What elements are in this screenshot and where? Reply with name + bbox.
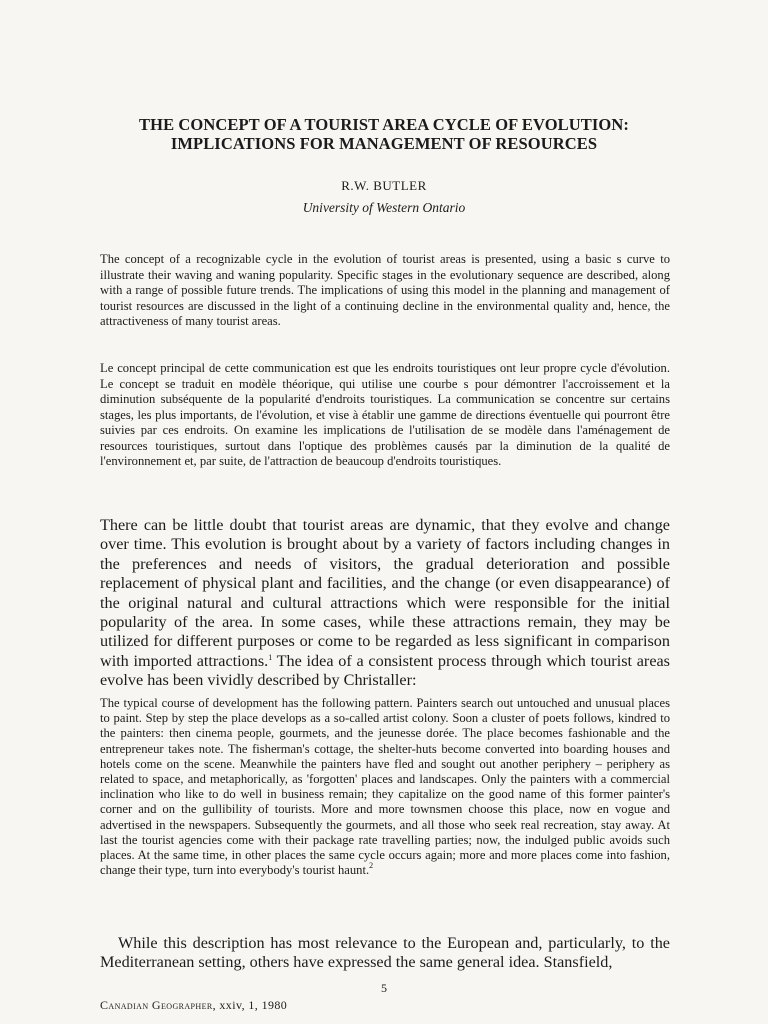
christaller-quote xyxy=(100,696,670,878)
journal-name: Canadian Geographer xyxy=(100,998,213,1012)
abstract-english: The concept of a recognizable cycle in the evolution of tourist areas is presented, using a basic s curve to illustrate their waving and waning popularity. Specific stages in the evolutionary sequence are described, along with a range of possible future trends. The implications of using this model in the planning and management of tourist resources are discussed in the light of a continuing decline in the environmental quality and, hence, the attractiveness of many tourist areas. xyxy=(100,252,670,328)
title-line-1: THE CONCEPT OF A TOURIST AREA CYCLE OF EVOLUTION: xyxy=(139,115,629,134)
body-paragraph-intro xyxy=(100,516,670,691)
footnote-ref-2: 2 xyxy=(369,861,374,871)
page-number: 5 xyxy=(381,981,387,995)
quote-text: The typical course of development has the following pattern. Painters search out untouched and unusual places to paint. Step by step the place develops as a so-called artist colony. Soon a cluster of poets follows, kindred to the painters: then cinema people, gourmets, and the jeunesse dorée. The place becomes fashionable and the entrepreneur takes note. The fisherman's cottage, the shelter-huts become converted into boarding houses and hotels come on the scene. Meanwhile the painters have fled and sought out another periphery – periphery as related to space, and metaphorically, as 'forgotten' places and landscapes. Only the painters with a commercial inclination who like to do well in business remain; they capitalize on the good name of this former painter's corner and on the gullibility of tourists. More and more townsmen choose this place, now en vogue and advertised in the newspapers. Subsequently the gourmets, and all those who seek real recreation, stay away. At last the tourist agencies come with their package rate travelling parties; now, the indulged public avoids such places. At the same time, in other places the same cycle occurs again; more and more places come into fashion, change their type, turn into everybody's tourist haunt. xyxy=(100,696,670,878)
author-name: R.W. BUTLER xyxy=(341,178,427,193)
title-line-2: IMPLICATIONS FOR MANAGEMENT OF RESOURCES xyxy=(170,134,598,153)
body-paragraph-continue: While this description has most relevance to the European and, particularly, to the Mediterranean setting, others have expressed the same general idea. Stansfield, xyxy=(100,934,670,972)
body-intro-text: There can be little doubt that tourist areas are dynamic, that they evolve and change over time. This evolution is brought about by a variety of factors including changes in the preferences and needs of visitors, the gradual deterioration and possible replacement of physical plant and facilities, and the change (or even disappearance) of the original natural and cultural attractions which were responsible for the initial popularity of the area. In some cases, while these attractions remain, they may be utilized for different purposes or come to be regarded as less significant in comparison with imported attractions. xyxy=(100,516,670,670)
footnote-ref-1: 1 xyxy=(268,652,273,662)
author-affiliation: University of Western Ontario xyxy=(302,200,466,215)
body-intro-end: The idea of a consistent process through which tourist areas evolve has been vividly described by Christaller: xyxy=(100,651,670,690)
journal-volume: , xxiv, 1, 1980 xyxy=(212,998,288,1012)
paper-title xyxy=(100,115,668,153)
abstract-french: Le concept principal de cette communication est que les endroits touristiques ont leur propre cycle d'évolution. Le concept se traduit en modèle théorique, qui utilise une courbe s pour démontrer l'accroissement et la diminution subséquente de la popularité d'endroits touristiques. La communication se concentre sur certains stages, les plus importants, de l'évolution, et vise à établir une gamme de directions éventuelle qui pourront être suivies par ces endroits. On examine les implications de l'utilisation de se modèle dans l'aménagement de resources touristiques, surtout dans l'optique des problèmes causés par la diminution de la qualité de l'environnement et, par suite, de l'attraction de beaucoup d'endroits touristiques. xyxy=(100,361,670,468)
journal-citation xyxy=(100,998,287,1013)
